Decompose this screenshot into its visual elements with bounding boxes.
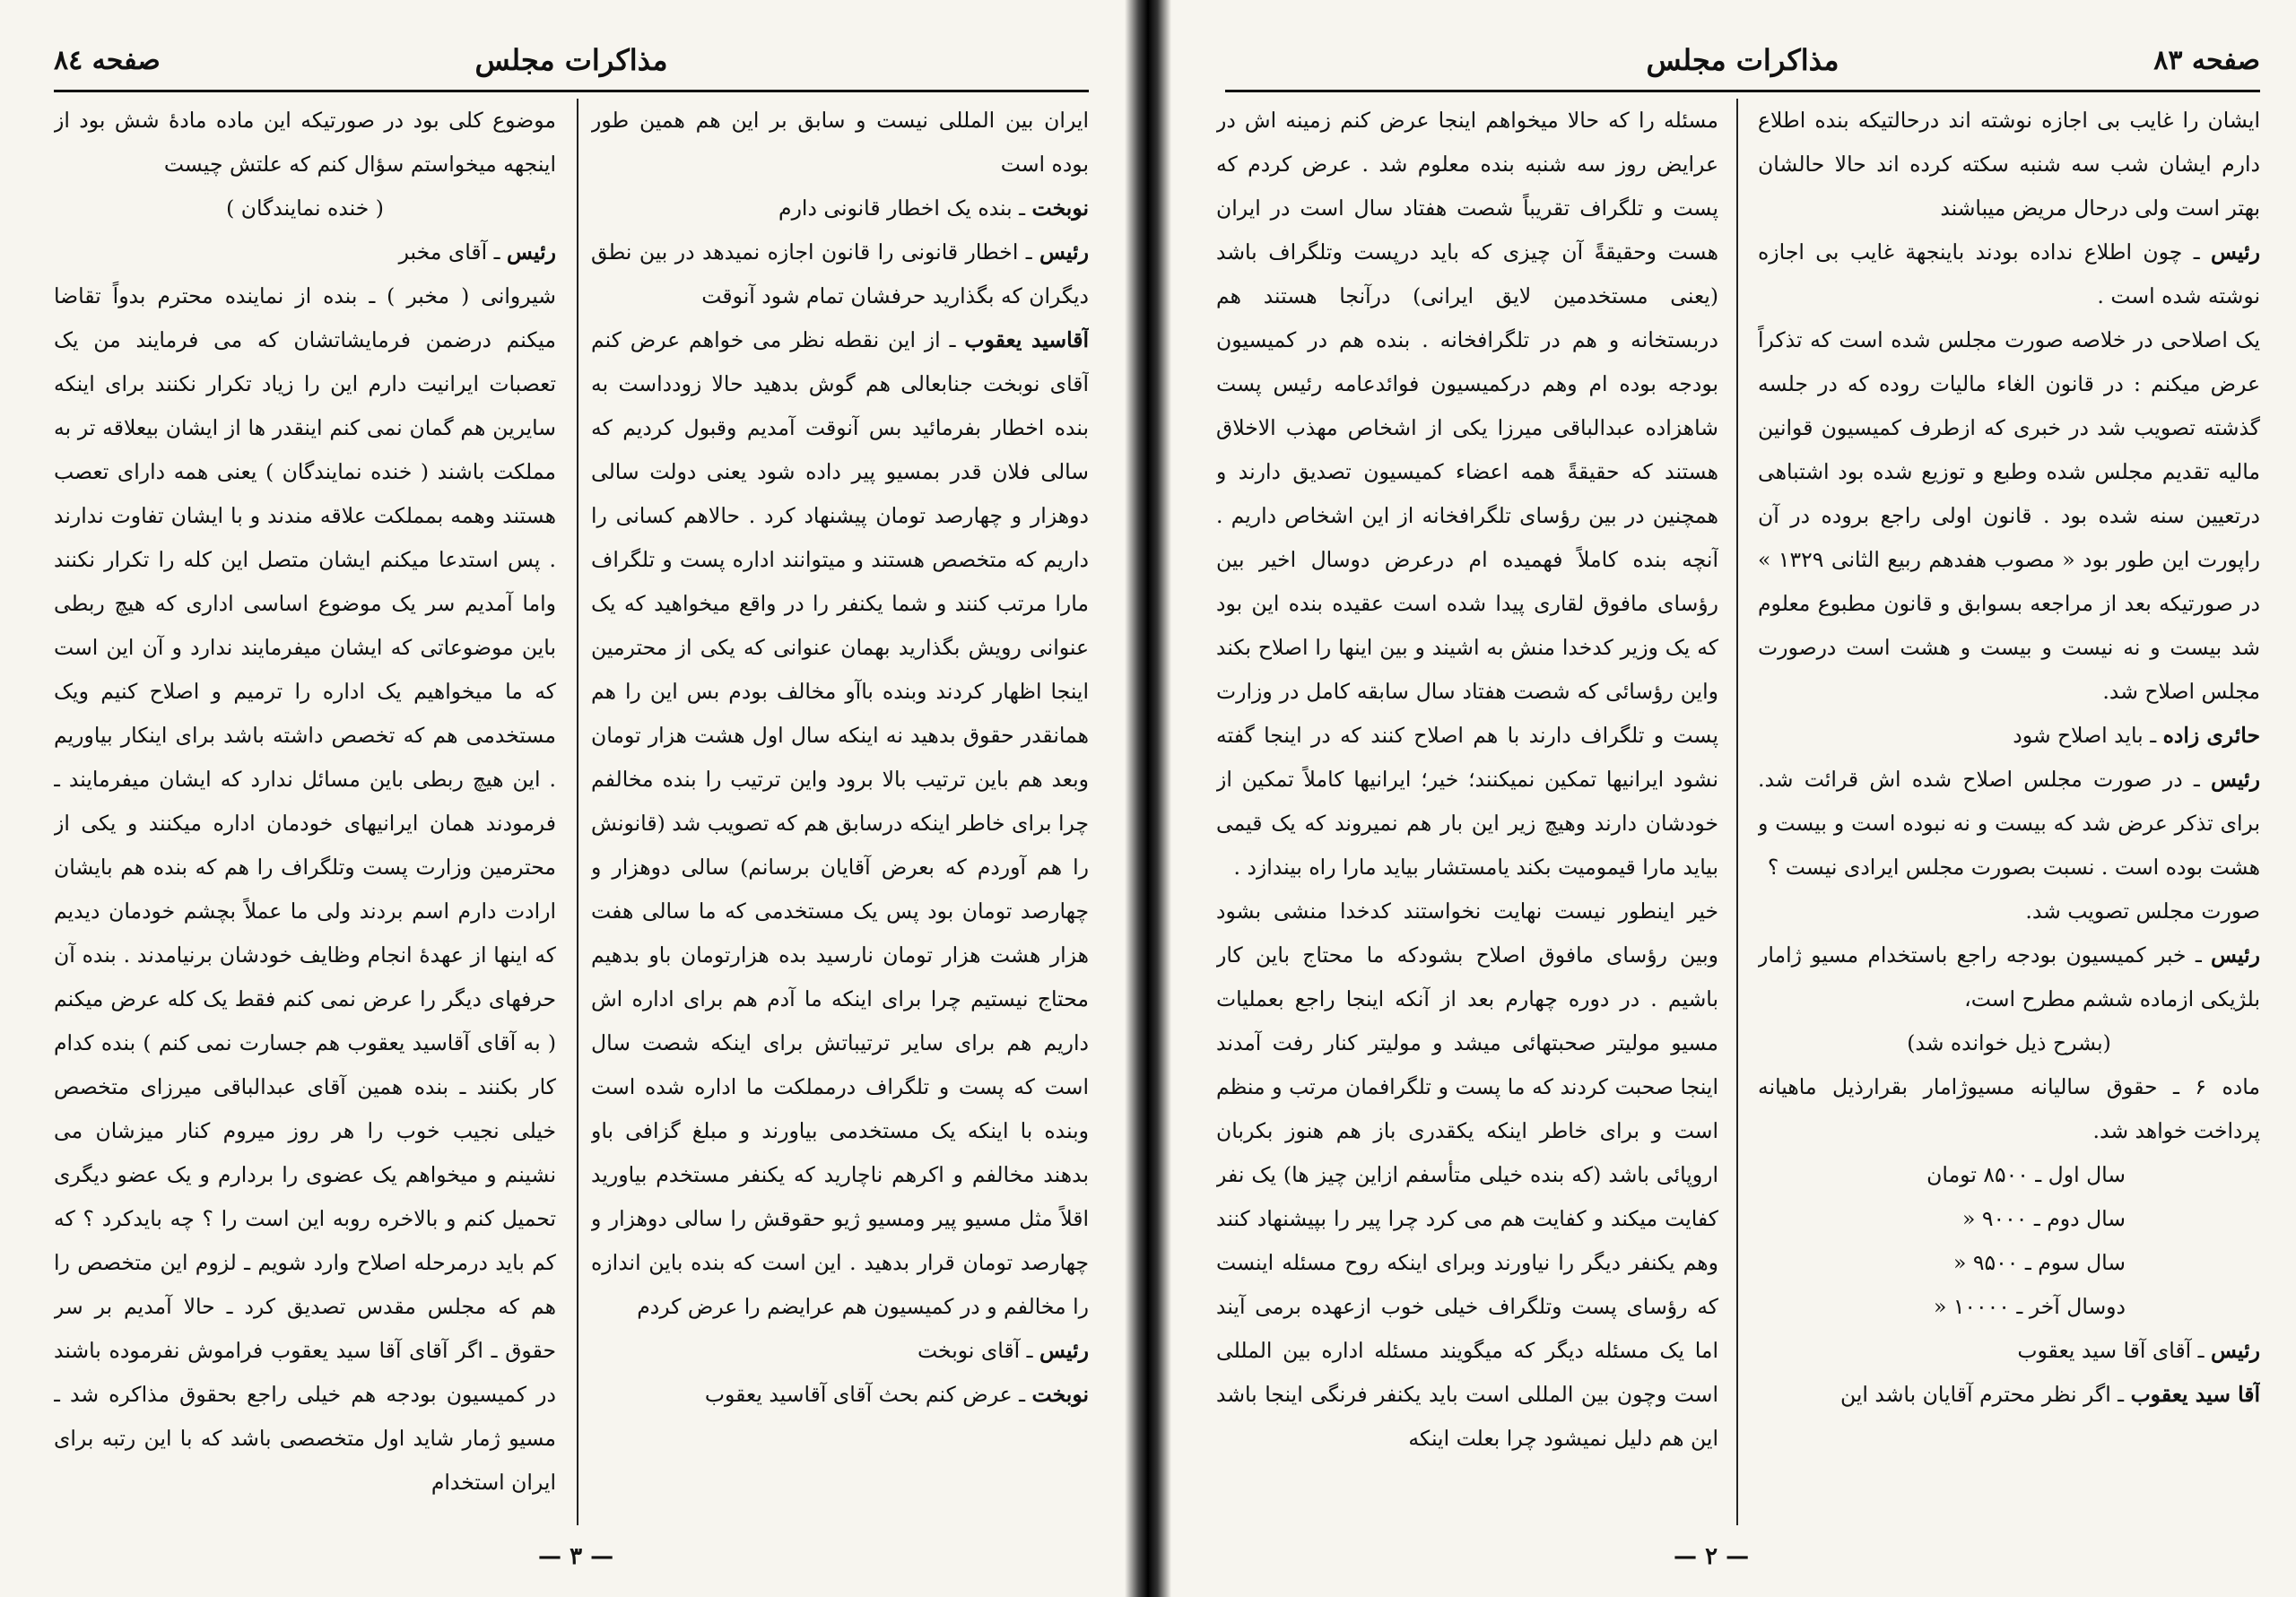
paragraph: یک اصلاحی در خلاصه صورت مجلس شده است که تذکراً عرض میکنم : در قانون الغاء مالیات روده که در جلسه گذشته تصویب شد در خبری که ازطرف کمیسیون قوانین مالیه تقدیم مجلس شده وطبع و توزیع شده بود اشتباهی درتعیین سنه شده بود . قانون اولی راجع بروده در آن راپورت این طور بود « مصوب هفدهم ربیع الثانی ۱۳۲۹ » در صورتیکه بعد از مراجعه بسوابق و قانون مطبوع معلوم شد بیست و نه نیست و بیست و هشت است درصورت مجلس اصلاح شد. — [1758, 327, 2260, 704]
speech-text: ـ خبر کمیسیون بودجه راجع باستخدام مسیو ژامار بلژیکی ازماده ششم مطرح است، — [1758, 942, 2260, 1011]
speech-text: ـ آقای آقا سید یعقوب — [2017, 1338, 2205, 1363]
paragraph: موضوع کلی بود در صورتیکه این ماده مادهٔ شش بود از اینجهه میخواستم سؤال کنم که علتش چیست — [54, 108, 556, 177]
speaker-name: نوبخت — [1031, 195, 1089, 221]
page-number: صفحه ٨٤ — [54, 45, 161, 76]
paragraph: شیروانی ( مخبر ) ـ بنده از نماینده محترم بدواً تقاضا میکنم درضمن فرمایشاتشان که می فرمایند من یک تعصبات ایرانیت دارم این را زیاد تکرار نکنند برای اینکه سایرین هم گمان نمی کنم اینقدر ها از ایشان بیعلاقه تر به مملکت باشند ( خنده نمایندگان ) یعنی همه دارای تعصب هستند وهمه بمملکت علاقه مندند و با ایشان تفاوت ندارند . پس استدعا میکنم ایشان متصل این کله را تکرار نکنند واما آمدیم سر یک موضوع اساسی اداری که هیچ ربطی باین موضوعاتی که ایشان میفرمایند ندارد و آن این است که ما میخواهیم یک اداره را ترمیم و اصلاح کنیم ویک مستخدمی هم که تخصص داشته باشد برای اینکار بیاوریم . این هیچ ربطی باین مسائل ندارد که ایشان میفرمایند ـ فرمودند همان ایرانیهای خودمان اداره میکنند و یکی از محترمین وزارت پست وتلگراف را هم که بنده هم بایشان ارادت دارم اسم بردند ولی ما عملاً بچشم خودمان دیدیم که اینها از عهدهٔ انجام وظایف خودشان برنیامدند . بنده آن حرفهای دیگر را عرض نمی کنم فقط یک کله عرض میکنم ( به آقای آقاسید یعقوب هم جسارت نمی کنم ) بنده کدام کار بکنند ـ بنده همین آقای عبدالباقی میرزای متخصص خیلی نجیب خوب را هر روز میروم کنار میزشان می نشینم و میخواهم یک عضوی را بردارم و یک عضو دیگری تحمیل کنم و بالاخره روبه این است را ؟ چه بایدکرد ؟ که کم باید درمرحله اصلاح وارد شویم ـ لزوم این متخصص را هم که مجلس مقدس تصدیق کرد ـ حالا آمدیم بر سر حقوق ـ اگر آقای آقا سید یعقوب فراموش نفرموده باشند در کمیسیون بودجه هم خیلی راجع بحقوق مذاکره شد ـ مسیو ژمار شاید اول متخصصی باشد که با این رتبه برای ایران استخدام — [54, 283, 556, 1495]
speech-text: ـ باید اصلاح شود — [2013, 723, 2157, 748]
speaker-name: رئیس — [2211, 239, 2260, 265]
speaker-name: آقاسید یعقوب — [964, 327, 1089, 352]
speech-text: ـ بنده یک اخطار قانونی دارم — [778, 195, 1026, 221]
folio: — ٢ — — [1674, 1543, 1750, 1570]
salary-row: دوسال آخر ـ ۱۰۰۰۰ « — [1933, 1294, 2126, 1319]
speech-text: ـ اخطار قانونی را قانون اجازه نمیدهد در بین نطق دیگران که بگذارید حرفشان تمام شود آنوقت — [591, 239, 1089, 308]
speech-text: ـ اگر نظر محترم آقایان باشد این — [1839, 1382, 2125, 1407]
page-84 — [0, 0, 1125, 1597]
speaker-name: رئیس — [1039, 239, 1089, 265]
speech-text: ـ در صورت مجلس اصلاح شده اش قرائت شد. برای تذکر عرض شد که بیست و نه نبوده است و بیست و هشت بوده است . نسبت بصورت مجلس ایرادی نیست ؟ — [1758, 767, 2260, 880]
speaker-name: آقا سید یعقوب — [2130, 1382, 2260, 1407]
speaker-name: رئیس — [1039, 1338, 1089, 1363]
speaker-name: حائری زاده — [2162, 723, 2260, 748]
speech-paragraph — [1758, 933, 2260, 1021]
speech-paragraph — [1758, 758, 2260, 890]
paragraph: ایشان را غایب بی اجازه نوشته اند درحالتیکه بنده اطلاع دارم ایشان شب سه شنبه سکته کرده اند حالا حالشان بهتر است ولی درحال مریض میباشند — [1758, 108, 2260, 221]
running-title: مذاکرات مجلس — [474, 43, 668, 77]
salary-row: سال سوم ـ ۹۵۰۰ « — [1953, 1250, 2126, 1275]
paragraph: ایران بین المللی نیست و سابق بر این هم همین طور بوده است — [591, 108, 1089, 177]
speech-paragraph — [591, 318, 1089, 1329]
page-header — [54, 36, 1089, 92]
running-title: مذاکرات مجلس — [1646, 43, 1839, 77]
speech-text: ـ آقای نوبخت — [917, 1338, 1033, 1363]
speaker-name: رئیس — [2211, 942, 2260, 968]
column-divider — [1736, 99, 1738, 1525]
speaker-name: رئیس — [2211, 767, 2260, 792]
stage-note: (بشرح ذیل خوانده شد) — [1907, 1030, 2111, 1055]
text-column-right — [1758, 99, 2260, 1525]
paragraph: خیر اینطور نیست نهایت نخواستند کدخدا منشی بشود وبین رؤسای مافوق اصلاح بشودکه ما محتاج باین کار باشیم . در دوره چهارم بعد از آنکه اینجا راجع بعملیات مسیو مولیتر صحبتهائی میشد و مولیتر کنار رفت آمدند اینجا صحبت کردند که ما پست و تلگرافمان مرتب و منظم است و برای خاطر اینکه یکقدری باز هم هنوز بکربان اروپائی باشد (که بنده خیلی متأسفم ازاین چیز ها) یک نفر کفایت میکند و کفایت هم می کرد چرا پیر را بپیشنهاد کنند وهم یکنفر دیگر را نیاورند وبرای اینکه روح مسئله اینست که رؤسای پست وتلگراف خیلی خوب ازعهده برمی آیند اما یک مسئله دیگر که میگویند مسئله اداره بین المللی است وچون بین المللی است باید یکنفر فرنگی اینجا باشد این هم دلیل نمیشود چرا بعلت اینکه — [1216, 898, 1718, 1451]
text-column-left — [54, 99, 556, 1525]
book-gutter — [1125, 0, 1171, 1597]
salary-row: سال دوم ـ ۹۰۰۰ « — [1962, 1206, 2126, 1231]
speech-paragraph — [591, 1329, 1089, 1373]
speech-paragraph — [54, 230, 556, 274]
speech-text: ـ عرض کنم بحث آقای آقاسید یعقوب — [704, 1382, 1026, 1407]
paragraph: مسئله را که حالا میخواهم اینجا عرض کنم زمینه اش در عرایض روز سه شنبه بنده معلوم شد . عرض کردم که پست و تلگراف تقریباً شصت هفتاد سال است در ایران هست وحقیقةً آن چیزی که باید درپست وتلگراف باشد (یعنی مستخدمین لایق ایرانی) درآنجا هستند هم دربستخانه و هم در تلگرافخانه . بنده هم در کمیسیون بودجه بوده ام وهم درکمیسیون فوائدعامه رئیس پست شاهزاده عبدالباقی میرزا یکی از اشخاص مهذب الاخلاق هستند که حقیقةً همه اعضاء کمیسیون تصدیق دارند و همچنین در بین رؤسای تلگرافخانه از این اشخاص داریم . آنچه بنده کاملاً فهمیده ام درعرض دوسال اخیر بین رؤسای مافوق لقاری پیدا شده است عقیده بنده این بود که یک وزیر کدخدا منش به اشیند و بین اینها را اصلاح بکند واین رؤسائی که شصت هفتاد سال سابقه کامل در وزارت پست و تلگراف دارند با هم اصلاح کنند که در اینجا گفته نشود ایرانیها تمکین نمیکنند؛ خیر؛ ایرانیها کاملاً تمکین از خودشان دارند وهیچ زیر این بار هم نمیروند که یک قیمی بیاید مارا قیمومیت بکند یامستشار بیاید مارا راه بیندازد . — [1216, 108, 1718, 880]
speech-text: ـ از این نقطه نظر می خواهم عرض کنم آقای نوبخت جنابعالی هم گوش بدهید حالا زودداست به بنده اخطار بفرمائید بس آنوقت آمدیم وقبول کردیم که سالی فلان قدر بمسیو پیر داده شود یعنی دولت سالی دوهزار و چهارصد تومان پیشنهاد کرد . حالاهم کسانی را داریم که متخصص هستند و میتوانند اداره پست و تلگراف مارا مرتب کنند و شما یکنفر را در واقع میخواهید که یک عنوانی رویش بگذارید بهمان عنوانی که یکی از محترمین اینجا اظهار کردند وبنده باآو مخالف بودم بس این را هم همانقدر حقوق بدهید نه اینکه سال اول هشت هزار تومان وبعد هم باین ترتیب بالا برود واین ترتیب را بنده مخالفم چرا برای خاطر اینکه درسابق هم که تصویب شد (قانونش را هم آوردم که بعرض آقایان برسانم) سالی دوهزار و چهارصد تومان بود پس یک مستخدمی که ما سالی هفت هزار هشت هزار تومان نارسید بده هزارتومان باو بدهیم محتاج نیستیم چرا برای اینکه ما آدم هم برای اداره اش داریم هم برای سایر ترتیباتش برای اینکه شصت سال است که پست و تلگراف درمملکت ما اداره شده است وبنده با اینکه یک مستخدمی بیاورند و مبلغ گزافی باو بدهند مخالفم و اکرهم ناچارید که یکنفر مستخدم بیاورید اقلاً مثل مسیو پیر ومسیو ژیو حقوقش را سالی دوهزار و چهارصد تومان قرار بدهید . این است که بنده باین اندازه را مخالفم و در کمیسیون هم عرایضم را عرض کردم — [591, 327, 1089, 1319]
stage-note: ( خنده نمایندگان ) — [226, 195, 384, 221]
speech-paragraph — [591, 1373, 1089, 1417]
page-number: صفحه ٨٣ — [2153, 45, 2260, 76]
speaker-name: نوبخت — [1031, 1382, 1089, 1407]
speech-paragraph — [1758, 230, 2260, 318]
page-header — [1225, 36, 2260, 92]
speech-text: ـ چون اطلاع نداده بودند باینجهة غایب بی اجازه نوشته شده است . — [1758, 239, 2260, 308]
speech-paragraph — [591, 230, 1089, 318]
speech-paragraph — [591, 187, 1089, 230]
speaker-name: رئیس — [507, 239, 556, 265]
speech-text: ـ آقای مخبر — [398, 239, 500, 265]
text-column-left — [1216, 99, 1718, 1525]
paragraph: صورت مجلس تصویب شد. — [2025, 898, 2260, 924]
paragraph: ماده ۶ ـ حقوق سالیانه مسیوژامار بقرارذیل ماهیانه پرداخت خواهد شد. — [1758, 1074, 2260, 1143]
column-divider — [577, 99, 578, 1525]
folio: — ٣ — — [538, 1543, 614, 1570]
text-column-right — [591, 99, 1089, 1525]
speaker-name: رئیس — [2211, 1338, 2260, 1363]
page-83 — [1171, 0, 2296, 1597]
speech-paragraph — [1758, 1329, 2260, 1373]
speech-paragraph — [1758, 1373, 2260, 1417]
salary-row: سال اول ـ ۸۵۰۰ تومان — [1926, 1162, 2126, 1187]
speech-paragraph — [1758, 714, 2260, 758]
